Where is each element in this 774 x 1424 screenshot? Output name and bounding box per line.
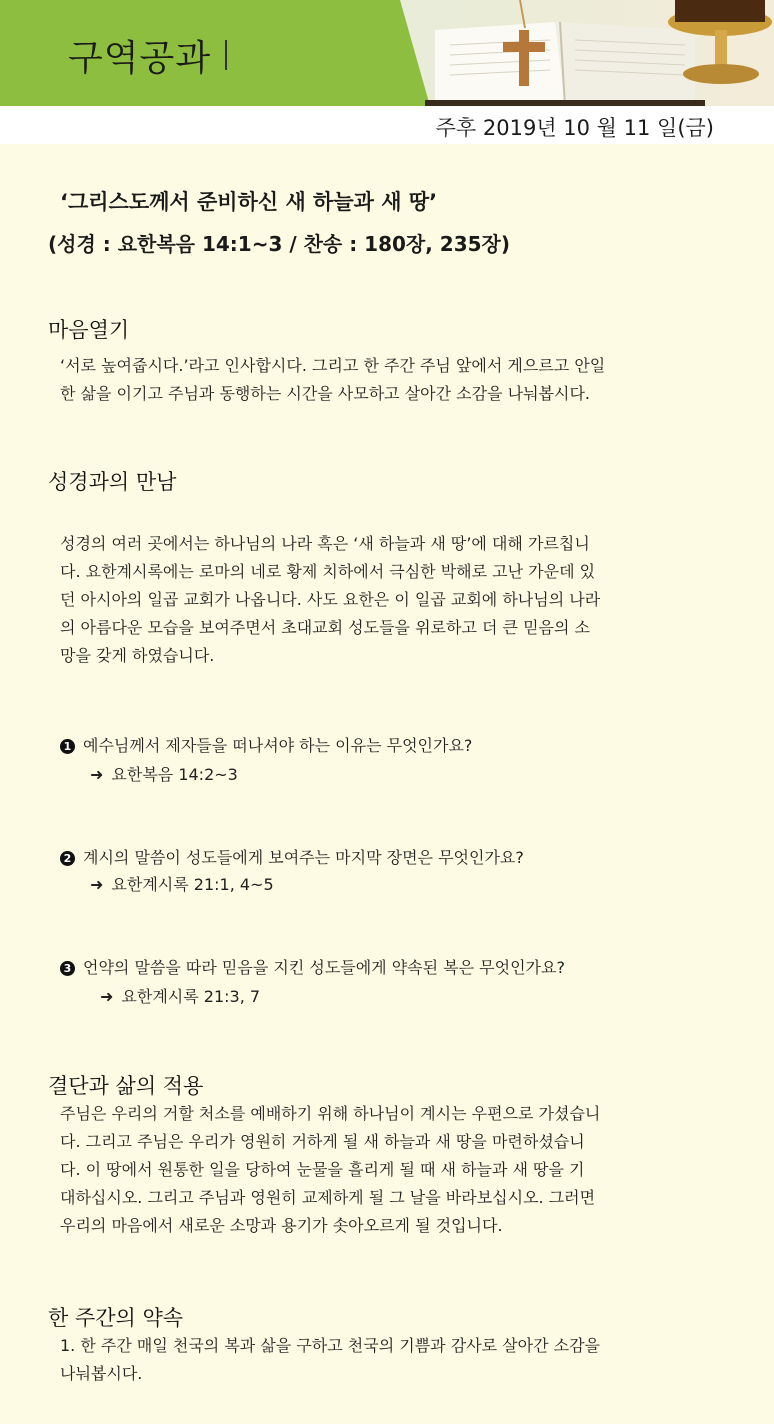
lesson-title: ‘그리스도께서 준비하신 새 하늘과 새 땅’ — [60, 190, 438, 214]
text-line: 망을 갖게 하였습니다. — [60, 646, 215, 665]
text-line: 우리의 마음에서 새로운 소망과 용기가 솟아오르게 될 것입니다. — [60, 1216, 503, 1235]
arrow-right-icon: ➜ — [90, 765, 104, 784]
text-line: 성경의 여러 곳에서는 하나님의 나라 혹은 ‘새 하늘과 새 땅’에 대해 가르칩니 — [60, 534, 590, 553]
question-text: 계시의 말씀이 성도들에게 보여주는 마지막 장면은 무엇인가요? — [83, 848, 524, 867]
text-line: 다. 그리고 주님은 우리가 영원히 거하게 될 새 하늘과 새 땅을 마련하셨습니 — [60, 1132, 585, 1151]
section-heading-encounter: 성경과의 만남 — [48, 470, 177, 494]
question-1 — [60, 733, 472, 756]
number-badge: 1 — [60, 739, 75, 754]
text-line: 다. 이 땅에서 원통한 일을 당하여 눈물을 흘리게 될 때 새 하늘과 새 땅을 기 — [60, 1160, 585, 1179]
section-heading-promise: 한 주간의 약속 — [48, 1306, 184, 1330]
section-heading-opening: 마음열기 — [48, 318, 130, 342]
page-title: 구역공과 — [68, 38, 212, 79]
question-2-reference — [90, 872, 274, 895]
promise-paragraph — [60, 1332, 716, 1388]
text-line: 대하십시오. 그리고 주님과 영원히 교제하게 될 그 날을 바라보십시오. 그러면 — [60, 1188, 596, 1207]
bible-photo — [355, 0, 774, 106]
text-line: 던 아시아의 일곱 교회가 나옵니다. 사도 요한은 이 일곱 교회에 하나님의 나라 — [60, 590, 601, 609]
opening-paragraph — [60, 352, 716, 408]
date-bar — [0, 106, 774, 144]
lesson-scripture: (성경 : 요한복음 14:1~3 / 찬송 : 180장, 235장) — [48, 232, 510, 256]
number-badge: 3 — [60, 961, 75, 976]
reference-text: 요한복음 14:2~3 — [111, 765, 238, 784]
number-badge: 2 — [60, 851, 75, 866]
header-banner — [0, 0, 774, 106]
text-line: 나눠봅시다. — [60, 1364, 143, 1383]
text-line: 주님은 우리의 거할 처소를 예배하기 위해 하나님이 계시는 우편으로 가셨습니 — [60, 1104, 601, 1123]
question-3 — [60, 955, 565, 978]
title-divider — [225, 40, 227, 70]
question-1-reference — [90, 762, 238, 785]
arrow-right-icon: ➜ — [100, 987, 114, 1006]
question-text: 언약의 말씀을 따라 믿음을 지킨 성도들에게 약속된 복은 무엇인가요? — [83, 958, 565, 977]
reference-text: 요한계시록 21:1, 4~5 — [111, 875, 274, 894]
question-2 — [60, 845, 524, 868]
text-line: 한 삶을 이기고 주님과 동행하는 시간을 사모하고 살아간 소감을 나눠봅시다. — [60, 384, 590, 403]
arrow-right-icon: ➜ — [90, 875, 104, 894]
question-text: 예수님께서 제자들을 떠나셔야 하는 이유는 무엇인가요? — [83, 736, 473, 755]
text-line: 의 아름다운 모습을 보여주면서 초대교회 성도들을 위로하고 더 큰 믿음의 소 — [60, 618, 590, 637]
encounter-paragraph — [60, 530, 716, 670]
text-line: ‘서로 높여줍시다.’라고 인사합시다. 그리고 한 주간 주님 앞에서 게으르고 안일 — [60, 356, 606, 375]
section-heading-application: 결단과 삶의 적용 — [48, 1074, 204, 1098]
reference-text: 요한계시록 21:3, 7 — [121, 987, 261, 1006]
date-text: 주후 2019년 10 월 11 일(금) — [435, 116, 714, 140]
application-paragraph — [60, 1100, 716, 1240]
question-3-reference — [100, 984, 260, 1007]
text-line: 1. 한 주간 매일 천국의 복과 삶을 구하고 천국의 기쁨과 감사로 살아간 소감을 — [60, 1336, 600, 1355]
text-line: 다. 요한계시록에는 로마의 네로 황제 치하에서 극심한 박해로 고난 가운데 있 — [60, 562, 596, 581]
